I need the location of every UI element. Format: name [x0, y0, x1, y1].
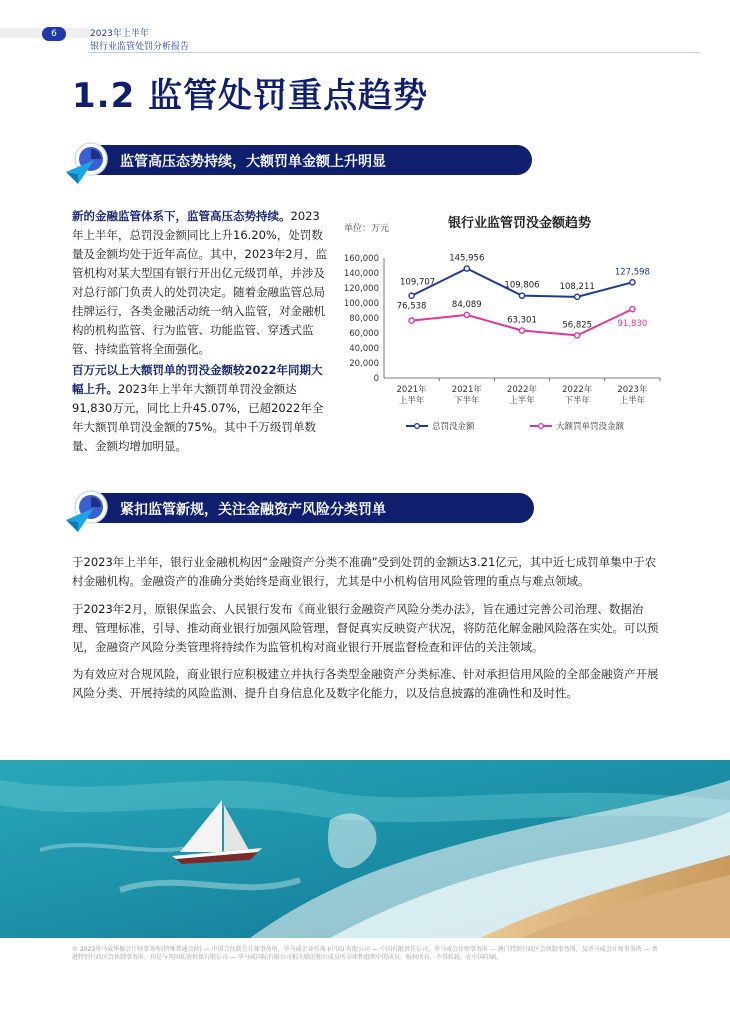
data-label: 84,089: [451, 299, 482, 310]
data-point: [575, 294, 580, 299]
data-label: 109,707: [400, 277, 436, 288]
compass-icon: [64, 140, 110, 186]
compass-icon: [64, 488, 110, 534]
x-tick-label: 下半年: [564, 396, 590, 406]
y-tick-label: 20,000: [349, 359, 379, 369]
data-point: [409, 293, 414, 298]
paragraph-1-lead: 新的金融监管体系下，监管高压态势持续。: [72, 209, 291, 223]
trend-description: [72, 207, 330, 456]
data-point: [630, 307, 635, 312]
y-tick-label: 120,000: [343, 284, 379, 294]
data-label: 76,538: [396, 301, 427, 312]
plot-area: [397, 254, 650, 338]
x-tick-label: 下半年: [454, 396, 480, 406]
x-tick-label: 2023年: [617, 385, 648, 395]
x-axis: [397, 378, 660, 406]
paragraph-1: [72, 207, 330, 359]
data-label: 109,806: [504, 280, 540, 291]
chart-legend: [406, 421, 625, 432]
body-paragraph-3: 为有效应对合规风险，商业银行应积极建立并执行各类型金融资产分类标准、针对承担信用风险的全部金融资产开展风险分类、开展持续的风险监测、提升自身信息化及数字化能力，以及信息披露的准确性和及时性。: [72, 667, 659, 700]
legend-label: 总罚没金额: [432, 422, 475, 432]
x-tick-label: 上半年: [619, 396, 646, 406]
data-label: 56,825: [562, 320, 593, 331]
x-tick-label: 上半年: [509, 396, 535, 406]
data-point: [464, 312, 469, 317]
x-tick-label: 2021年: [396, 385, 427, 395]
y-tick-label: 160,000: [343, 254, 379, 264]
x-tick-label: 上半年: [398, 396, 425, 406]
y-tick-label: 100,000: [343, 299, 379, 309]
page-number: 6: [42, 27, 66, 41]
y-tick-label: 140,000: [343, 269, 379, 279]
legend-marker: [539, 424, 544, 429]
header-divider: [88, 52, 700, 53]
data-point: [575, 333, 580, 338]
data-label: 127,598: [614, 267, 650, 278]
y-axis: [344, 254, 379, 384]
data-point: [519, 328, 524, 333]
section-banner-1: [88, 145, 532, 175]
section-banner-2: [88, 493, 534, 523]
data-label: 108,211: [559, 281, 595, 292]
legend-label: 大额罚单罚没金额: [556, 422, 625, 432]
banner-1-text: 监管高压态势持续，大额罚单金额上升明显: [120, 154, 386, 170]
data-label: 63,301: [507, 315, 537, 326]
chart-title: 银行业监管罚没金额趋势: [448, 216, 592, 231]
x-tick-label: 2022年: [562, 385, 593, 395]
banner-2-text: 紧扣监管新规，关注金融资产风险分类罚单: [120, 502, 386, 518]
legend-marker: [415, 424, 420, 429]
x-tick-label: 2022年: [506, 385, 538, 395]
data-point: [464, 266, 469, 271]
penalty-trend-chart: [340, 208, 680, 458]
header-year: 2023年上半年: [90, 29, 149, 39]
x-tick-label: 2021年: [451, 385, 482, 395]
data-label: 145,956: [449, 253, 485, 264]
y-tick-label: 80,000: [349, 314, 379, 324]
data-point: [519, 293, 524, 298]
body-paragraph-2: 于2023年2月，原银保监会、人民银行发布《商业银行金融资产风险分类办法》，旨在通过完善公司治理、数据治理、管理标准，引导、推动商业银行加强风险管理，督促真实反映资产状况，将防范化解金融风险落在实处。可以预见，金融资产风险分类管理将持续作为监管机构对商业银行开展监督检查和评估的关注领域。: [72, 602, 659, 654]
y-tick-label: 40,000: [349, 344, 379, 354]
data-point: [409, 318, 414, 323]
body-paragraph-1: 于2023年上半年，银行业金融机构因“金融资产分类不准确”受到处罚的金额达3.21亿元，其中近七成罚单集中于农村金融机构。金融资产的准确分类始终是商业银行，尤其是中小机构信用风险管理的重点与难点领域。: [72, 555, 657, 588]
paragraph-2-body: 2023年上半年大额罚单罚没金额达91,830万元，同比上升45.07%，已超2022年全年大额罚单罚没金额的75%。其中千万级罚单数量、金额均增加明显。: [72, 382, 324, 453]
paragraph-2-lead: 百万元以上大额罚单的罚没金额较2022年同期大幅上升。: [72, 363, 323, 396]
data-point: [630, 280, 635, 285]
chart-unit-label: 单位：万元: [344, 224, 390, 234]
paragraph-1-body: 2023年上半年，总罚没金额同比上升16.20%，处罚数量及金额均处于近年高位。其中，2023年2月，监管机构对某大型国有银行开出亿元级罚单，并涉及对总行部门负责人的处罚决定。随着金融监管总局挂牌运行，各类金融活动统一纳入监管，对金融机构的机构监管、行为监管、功能监管、穿透式监管、持续监管将全面强化。: [72, 209, 328, 356]
header-report-title: 银行业监管处罚分析报告: [90, 42, 190, 52]
ocean-sailboat-image: [0, 760, 730, 938]
y-tick-label: 60,000: [349, 329, 379, 339]
section-title: 1.2 监管处罚重点趋势: [72, 76, 429, 116]
copyright-footer: © 2023毕马威华振会计师事务所(特殊普通合伙) — 中国合伙制会计师事务所，毕马威企业咨询 (中国) 有限公司 — 中国有限责任公司，毕马威会计师事务所 — 澳门特别行政区合伙制事务所，及毕马威会计师事务所 — 香港特别行政区合伙制事务所，均是与英国私营担保有限公司 — 毕马威国际有限公司相关联的独立成员所全球性组织中的成员。版权所有，不得转载。在中国印刷。: [72, 946, 658, 961]
data-label: 91,830: [617, 319, 648, 330]
paragraph-2: [72, 361, 330, 456]
y-tick-label: 0: [373, 374, 379, 384]
